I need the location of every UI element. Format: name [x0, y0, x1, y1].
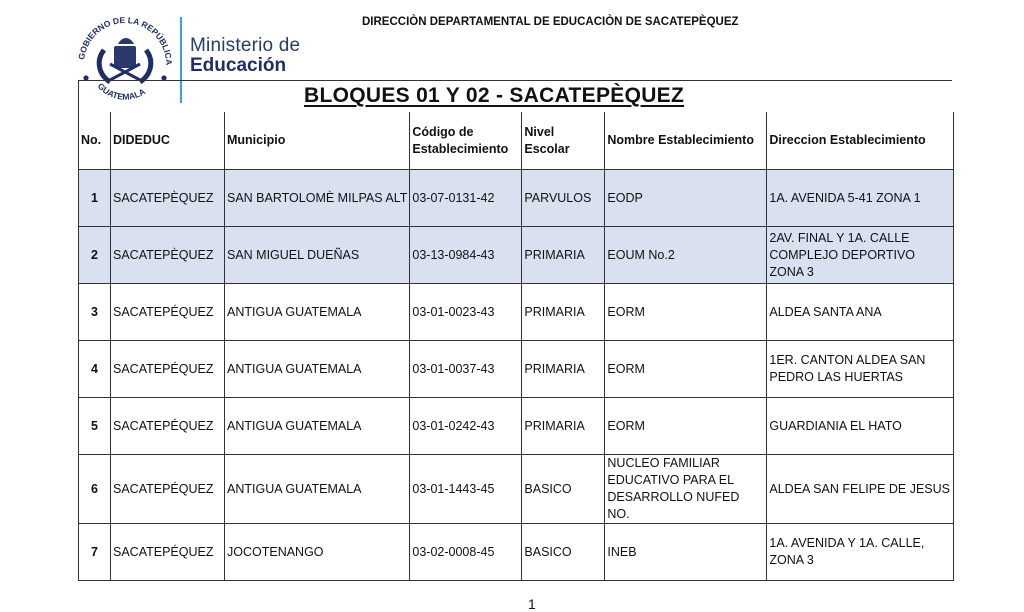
cell-no: 4 — [79, 341, 111, 398]
cell-nivel: PRIMARIA — [522, 227, 605, 284]
page-title: BLOQUES 01 Y 02 - SACATEPÈQUEZ — [304, 84, 685, 107]
cell-direccion: 1A. AVENIDA 5-41 ZONA 1 — [767, 170, 954, 227]
table-row — [79, 524, 954, 581]
cell-nombre: EODP — [605, 170, 767, 227]
cell-dideduc: SACATEPÉQUEZ — [111, 398, 225, 455]
cell-nivel: PRIMARIA — [522, 341, 605, 398]
col-header-nombre: Nombre Establecimiento — [605, 112, 767, 170]
ministry-line1: Ministerio de — [190, 35, 301, 56]
cell-nivel: PRIMARIA — [522, 284, 605, 341]
cell-nombre: EOUM No.2 — [605, 227, 767, 284]
cell-direccion: 1A. AVENIDA Y 1A. CALLE, ZONA 3 — [767, 524, 954, 581]
cell-no: 1 — [79, 170, 111, 227]
col-header-no: No. — [79, 112, 111, 170]
cell-direccion: ALDEA SANTA ANA — [767, 284, 954, 341]
cell-dideduc: SACATEPÈQUEZ — [111, 170, 225, 227]
cell-municipio: ANTIGUA GUATEMALA — [225, 284, 410, 341]
title-left-border — [78, 80, 79, 113]
ministry-wordmark — [190, 36, 300, 76]
cell-nivel: BASICO — [522, 455, 605, 524]
cell-dideduc: SACATEPÈQUEZ — [111, 227, 225, 284]
cell-codigo: 03-01-1443-45 — [410, 455, 522, 524]
cell-no: 6 — [79, 455, 111, 524]
cell-dideduc: SACATEPÉQUEZ — [111, 455, 225, 524]
page-number: 1 — [528, 596, 536, 612]
cell-no: 5 — [79, 398, 111, 455]
cell-municipio: ANTIGUA GUATEMALA — [225, 398, 410, 455]
table-row — [79, 227, 954, 284]
ministry-line2: Educación — [190, 55, 287, 76]
table-row — [79, 455, 954, 524]
table-row — [79, 170, 954, 227]
cell-dideduc: SACATEPÉQUEZ — [111, 524, 225, 581]
svg-text:GOBIERNO DE LA REPÚBLICA: GOBIERNO DE LA REPÚBLICA — [76, 14, 175, 66]
title-top-border — [78, 80, 952, 81]
table-row — [79, 398, 954, 455]
col-header-codigo: Código de Establecimiento — [410, 112, 522, 170]
cell-municipio: JOCOTENANGO — [225, 524, 410, 581]
cell-nivel: BASICO — [522, 524, 605, 581]
col-header-municipio: Municipio — [225, 112, 410, 170]
schools-table — [78, 112, 954, 581]
cell-direccion: ALDEA SAN FELIPE DE JESUS — [767, 455, 954, 524]
cell-codigo: 03-13-0984-43 — [410, 227, 522, 284]
cell-no: 7 — [79, 524, 111, 581]
col-header-nivel: Nivel Escolar — [522, 112, 605, 170]
cell-municipio: SAN BARTOLOMÈ MILPAS ALT — [225, 170, 410, 227]
table-row — [79, 341, 954, 398]
cell-dideduc: SACATEPÉQUEZ — [111, 284, 225, 341]
cell-codigo: 03-01-0037-43 — [410, 341, 522, 398]
svg-text:GUATEMALA: GUATEMALA — [95, 80, 147, 102]
col-header-direccion: Direccion Establecimiento — [767, 112, 954, 170]
cell-nivel: PARVULOS — [522, 170, 605, 227]
cell-no: 2 — [79, 227, 111, 284]
cell-municipio: SAN MIGUEL DUEÑAS — [225, 227, 410, 284]
table-row — [79, 284, 954, 341]
logo-divider — [180, 17, 182, 103]
cell-direccion: 2AV. FINAL Y 1A. CALLE COMPLEJO DEPORTIVO ZONA 3 — [767, 227, 954, 284]
cell-no: 3 — [79, 284, 111, 341]
cell-municipio: ANTIGUA GUATEMALA — [225, 341, 410, 398]
cell-nombre: INEB — [605, 524, 767, 581]
cell-nombre: EORM — [605, 341, 767, 398]
cell-codigo: 03-07-0131-42 — [410, 170, 522, 227]
cell-nivel: PRIMARIA — [522, 398, 605, 455]
cell-dideduc: SACATEPÉQUEZ — [111, 341, 225, 398]
cell-codigo: 03-02-0008-45 — [410, 524, 522, 581]
cell-nombre: EORM — [605, 284, 767, 341]
cell-direccion: GUARDIANIA EL HATO — [767, 398, 954, 455]
cell-municipio: ANTIGUA GUATEMALA — [225, 455, 410, 524]
cell-codigo: 03-01-0242-43 — [410, 398, 522, 455]
cell-codigo: 03-01-0023-43 — [410, 284, 522, 341]
guatemala-crest-logo — [70, 14, 180, 106]
cell-nombre: NUCLEO FAMILIAR EDUCATIVO PARA EL DESARROLLO NUFED NO. — [605, 455, 767, 524]
department-header: DIRECCIÒN DEPARTAMENTAL DE EDUCACIÒN DE SACATEPÈQUEZ — [362, 16, 739, 28]
cell-direccion: 1ER. CANTON ALDEA SAN PEDRO LAS HUERTAS — [767, 341, 954, 398]
cell-nombre: EORM — [605, 398, 767, 455]
table-header-row — [79, 112, 954, 170]
col-header-dideduc: DIDEDUC — [111, 112, 225, 170]
